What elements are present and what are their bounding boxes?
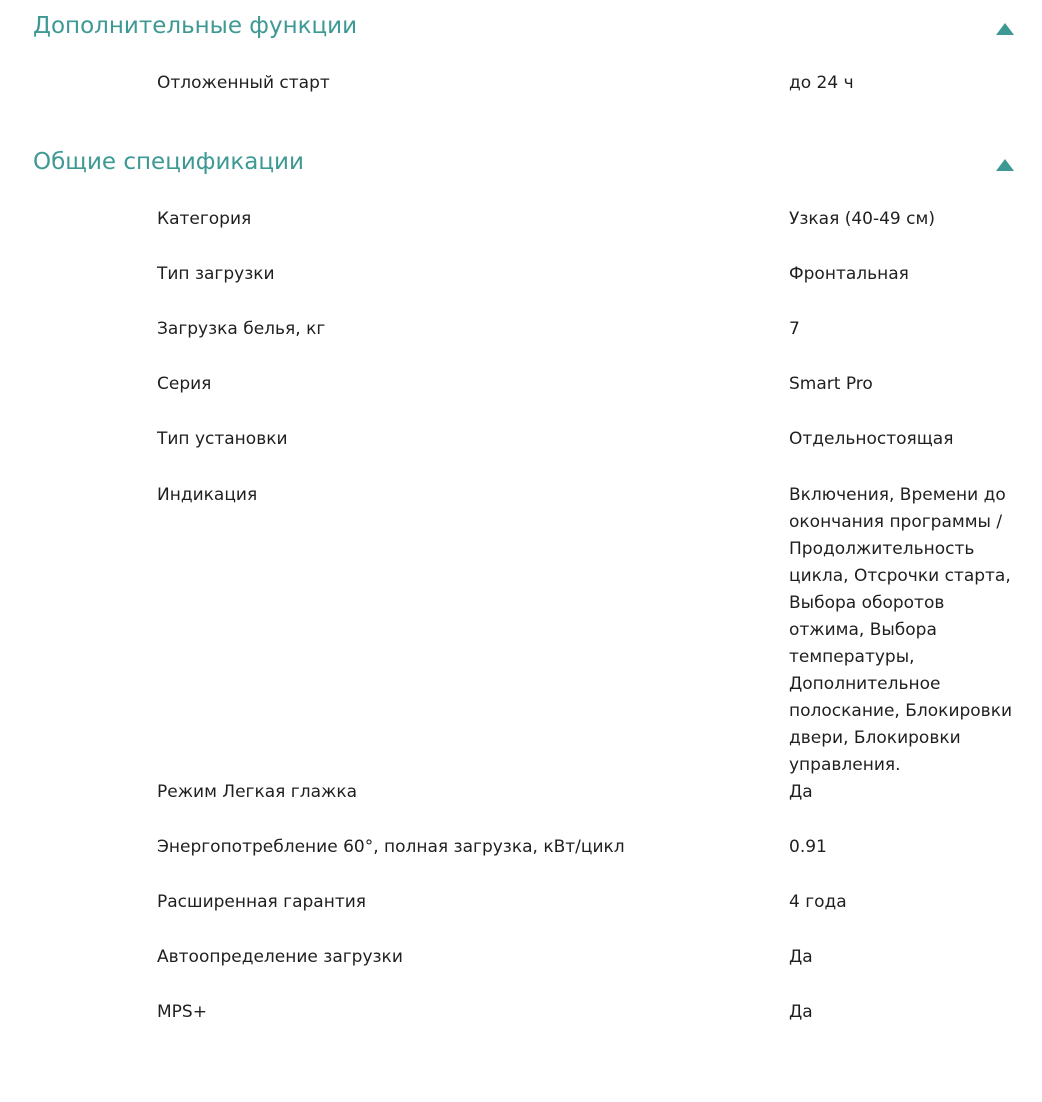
spec-value: Да — [789, 1002, 813, 1022]
section-title: Общие спецификации — [33, 149, 304, 175]
section-general-specs — [0, 136, 1042, 1056]
spec-label: Тип установки — [157, 429, 288, 449]
section-header-next[interactable] — [0, 1062, 1042, 1102]
spec-row — [0, 779, 1042, 806]
spec-row — [0, 206, 1042, 233]
spec-label: Серия — [157, 374, 212, 394]
spec-value: Smart Pro — [789, 374, 873, 394]
spec-row — [0, 999, 1042, 1026]
spec-row — [0, 944, 1042, 971]
spec-row — [0, 889, 1042, 916]
spec-row — [0, 316, 1042, 343]
spec-label: Автоопределение загрузки — [157, 947, 403, 967]
spec-label: Отложенный старт — [157, 73, 330, 93]
spec-label: Индикация — [157, 485, 258, 505]
spec-label: Тип загрузки — [157, 264, 275, 284]
spec-row — [0, 482, 1042, 775]
section-header-general-specs[interactable] — [0, 136, 1042, 196]
spec-value: Да — [789, 947, 813, 967]
spec-value: 4 года — [789, 892, 847, 912]
spec-value: Фронтальная — [789, 264, 909, 284]
section-extra-functions — [0, 0, 1042, 122]
spec-label: Загрузка белья, кг — [157, 319, 326, 339]
spec-value: Узкая (40-49 см) — [789, 209, 935, 229]
spec-value: 0.91 — [789, 837, 827, 857]
spec-value: 7 — [789, 319, 800, 339]
spec-row — [0, 834, 1042, 861]
spec-value: до 24 ч — [789, 73, 854, 93]
spec-row — [0, 70, 1042, 97]
spec-label: Энергопотребление 60°, полная загрузка, кВт/цикл — [157, 837, 625, 857]
triangle-up-icon[interactable] — [996, 158, 1014, 172]
spec-row — [0, 426, 1042, 453]
spec-label: Расширенная гарантия — [157, 892, 366, 912]
spec-label: MPS+ — [157, 1002, 207, 1022]
spec-value: Включения, Времени до окончания программы / Продолжительность цикла, Отсрочки старта, Выбора оборотов отжима, Выбора температуры, Дополнительное полоскание, Блокировки двери, Блокировки управления. — [789, 485, 1013, 775]
spec-value: Да — [789, 782, 813, 802]
section-title: Дополнительные функции — [33, 13, 358, 39]
spec-label: Режим Легкая глажка — [157, 782, 358, 802]
spec-row — [0, 371, 1042, 398]
spec-label: Категория — [157, 209, 252, 229]
spec-row — [0, 261, 1042, 288]
spec-value: Отдельностоящая — [789, 429, 954, 449]
section-header-extra-functions[interactable] — [0, 0, 1042, 60]
triangle-up-icon[interactable] — [996, 22, 1014, 36]
